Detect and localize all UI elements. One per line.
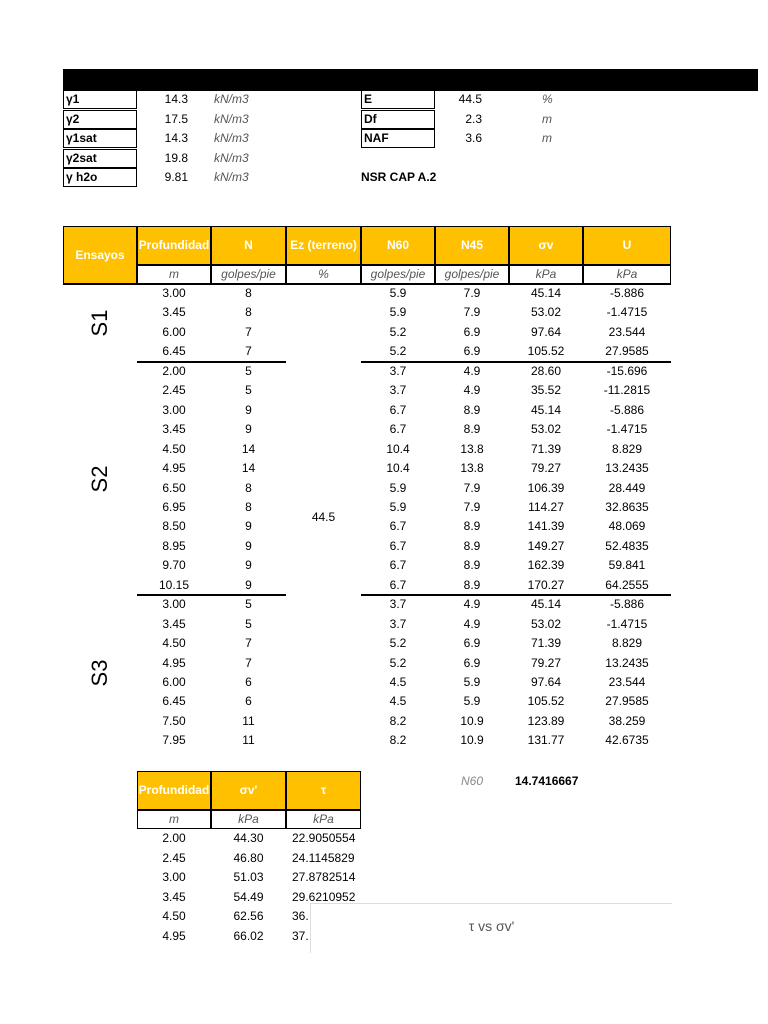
- table-cell: -5.886: [609, 402, 645, 417]
- table-cell: 6.7: [389, 577, 407, 592]
- param-label: γ1: [63, 90, 137, 109]
- table-cell: 4.50: [162, 909, 186, 923]
- table-cell: -5.886: [609, 597, 645, 612]
- param-unit: m: [542, 131, 552, 145]
- table-cell: 10.15: [158, 577, 190, 592]
- table-cell: 53.02: [530, 422, 562, 437]
- table-cell: 9: [245, 558, 252, 573]
- table-cell: 5.2: [389, 655, 407, 670]
- table-cell: 6.50: [162, 480, 186, 495]
- table-cell: 64.2555: [605, 577, 649, 592]
- table-cell: 4.5: [389, 675, 407, 689]
- table-cell: 4.95: [162, 655, 186, 670]
- header-profundidad: Profundidad: [137, 226, 211, 265]
- table-cell: 27.8782514: [292, 870, 356, 884]
- table-cell: 2.00: [162, 831, 186, 845]
- table-cell: 3.45: [162, 616, 186, 631]
- table-cell: 4.9: [463, 616, 481, 631]
- table-cell: 7.95: [162, 733, 186, 748]
- table-cell: 105.52: [527, 694, 565, 709]
- table-cell: 141.39: [527, 519, 565, 534]
- table-cell: 6.9: [463, 636, 481, 651]
- table-cell: 5.9: [389, 480, 407, 495]
- table-cell: 3.7: [389, 616, 407, 631]
- table-cell: 5: [245, 597, 252, 612]
- table-cell: 170.27: [527, 577, 565, 592]
- table-cell: 6.00: [162, 675, 186, 689]
- table-cell: 5.9: [389, 286, 407, 300]
- table-cell: 45.14: [530, 286, 562, 300]
- table-cell: 6.95: [162, 499, 186, 514]
- table-cell: -11.2815: [603, 383, 651, 398]
- param-value: 14.3: [164, 92, 188, 106]
- table-cell: 7.9: [463, 499, 481, 514]
- table-cell: 4.9: [463, 363, 481, 378]
- table-cell: 5.9: [463, 675, 481, 689]
- table-cell: 6.45: [162, 344, 186, 359]
- param-label: NAF: [361, 129, 435, 148]
- table-cell: 22.9050554: [292, 831, 356, 845]
- param-value: 17.5: [164, 111, 188, 126]
- header-ensayos: Ensayos: [63, 226, 137, 284]
- header-sigma-v: σv: [509, 226, 583, 265]
- header-n45: N45: [435, 226, 509, 265]
- param-unit: %: [542, 92, 553, 106]
- table-cell: 114.27: [528, 499, 564, 514]
- table-cell: 53.02: [530, 305, 562, 320]
- reference-label: NSR CAP A.2: [361, 170, 437, 184]
- table-cell: 105.52: [527, 344, 565, 359]
- table-cell: 10.4: [386, 441, 410, 456]
- table-cell: 8.50: [162, 519, 186, 534]
- table-cell: 106.39: [527, 480, 565, 495]
- n60-summary-value: 14.7416667: [515, 774, 579, 788]
- table-cell: 3.00: [162, 870, 186, 884]
- table-cell: -1.4715: [606, 616, 648, 631]
- t2-header-tau: τ: [286, 771, 361, 810]
- table-cell: 6.7: [389, 402, 407, 417]
- site-label-s3: S3: [87, 659, 112, 687]
- table-cell: 4.50: [162, 441, 186, 456]
- table-cell: 45.14: [530, 402, 562, 417]
- table-cell: 79.27: [530, 655, 562, 670]
- param-label: γ1sat: [63, 129, 137, 148]
- t2-unit-tau: kPa: [286, 810, 361, 829]
- t2-header-profundidad: Profundidad: [137, 771, 211, 810]
- table-cell: 28.449: [608, 480, 646, 495]
- unit-n: golpes/pie: [211, 265, 286, 284]
- param-label: Df: [361, 110, 435, 129]
- table-cell: 6.00: [162, 324, 186, 339]
- table-cell: 11: [242, 733, 255, 748]
- param-unit: m: [542, 111, 552, 126]
- table-cell: -15.696: [606, 363, 648, 378]
- table-cell: 8: [245, 499, 252, 514]
- table-cell: 5: [245, 616, 252, 631]
- table-cell: 46.80: [233, 850, 264, 865]
- header-bar: [63, 69, 758, 91]
- table-cell: 7: [245, 324, 252, 339]
- table-cell: 6.9: [463, 655, 481, 670]
- table-cell: 13.2435: [605, 461, 649, 476]
- table-cell: 4.50: [162, 636, 186, 651]
- table-cell: 7.9: [463, 286, 481, 300]
- param-unit: kN/m3: [214, 111, 249, 126]
- param-unit: kN/m3: [214, 150, 249, 165]
- table-cell: 42.6735: [605, 733, 649, 748]
- param-label: γ2sat: [63, 149, 137, 168]
- table-cell: 27.9585: [605, 344, 649, 359]
- table-cell: 8.2: [389, 733, 407, 748]
- table-cell: 9: [245, 577, 252, 592]
- table-cell: 8: [245, 305, 252, 320]
- table-cell: 5: [245, 363, 252, 378]
- table-cell: 9: [245, 538, 252, 553]
- param-unit: kN/m3: [214, 170, 249, 184]
- table-cell: 3.7: [389, 383, 407, 398]
- table-cell: 5.9: [389, 499, 407, 514]
- param-label: γ2: [63, 110, 137, 129]
- table-cell: 32.8635: [605, 499, 649, 514]
- table-cell: 7: [245, 655, 252, 670]
- table-cell: 5.9: [389, 305, 407, 320]
- table-cell: 6.7: [389, 422, 407, 437]
- t2-unit-sigma-v-eff: kPa: [211, 810, 286, 829]
- table-cell: 3.7: [389, 363, 407, 378]
- table-cell: 13.8: [460, 441, 484, 456]
- table-cell: 3.7: [389, 597, 407, 612]
- table-cell: 38.259: [608, 713, 646, 728]
- table-cell: 7.50: [162, 713, 186, 728]
- param-value: 9.81: [164, 170, 188, 184]
- table-cell: 8.2: [389, 713, 407, 728]
- site-label-s2: S2: [87, 465, 112, 493]
- table-cell: 3.00: [162, 597, 186, 612]
- table-cell: 62.56: [233, 909, 264, 923]
- param-value: 2.3: [465, 111, 482, 126]
- table-cell: 6: [245, 675, 252, 689]
- table-cell: 37.: [292, 928, 309, 943]
- table-cell: 27.9585: [605, 694, 649, 709]
- table-cell: 14: [241, 461, 256, 476]
- table-cell: 131.77: [527, 733, 565, 748]
- table-cell: 51.03: [233, 870, 264, 884]
- table-cell: 28.60: [530, 363, 562, 378]
- table-cell: 8.95: [162, 538, 186, 553]
- table-cell: 8.829: [611, 636, 643, 651]
- table-cell: 9: [245, 519, 252, 534]
- table-cell: 3.45: [162, 422, 186, 437]
- table-cell: 6: [245, 694, 252, 709]
- table-cell: 2.45: [162, 383, 186, 398]
- header-n60: N60: [361, 226, 435, 265]
- table-cell: 23.544: [608, 324, 646, 339]
- param-value: 19.8: [164, 150, 188, 165]
- chart-frame-top: [311, 903, 672, 904]
- param-value: 14.3: [164, 131, 188, 145]
- table-cell: 8: [245, 480, 252, 495]
- param-unit: kN/m3: [214, 131, 249, 145]
- table-cell: 3.45: [162, 889, 186, 904]
- table-cell: 6.7: [389, 519, 407, 534]
- n60-summary-label: N60: [461, 774, 484, 788]
- table-cell: 97.64: [530, 675, 562, 689]
- table-cell: 6.7: [389, 558, 407, 573]
- table-cell: 4.9: [463, 383, 481, 398]
- unit-sigma-v: kPa: [509, 265, 583, 284]
- table-cell: 6.9: [463, 324, 481, 339]
- table-cell: 52.4835: [605, 538, 649, 553]
- table-cell: 10.4: [386, 461, 410, 476]
- table-cell: 36.: [292, 909, 309, 923]
- table-cell: 7.9: [463, 480, 481, 495]
- table-cell: 45.14: [530, 597, 562, 612]
- table-cell: 48.069: [608, 519, 646, 534]
- table-cell: 54.49: [233, 889, 264, 904]
- table-cell: 123.89: [527, 713, 565, 728]
- table-cell: 11: [242, 713, 255, 728]
- table-cell: 35.52: [530, 383, 562, 398]
- table-cell: 2.00: [162, 363, 186, 378]
- header-u: U: [583, 226, 671, 265]
- param-value: 3.6: [465, 131, 482, 145]
- table-cell: -1.4715: [606, 422, 648, 437]
- t2-unit-profundidad: m: [137, 810, 211, 829]
- table-cell: 5.2: [389, 636, 407, 651]
- table-cell: 79.27: [530, 461, 562, 476]
- header-n: N: [211, 226, 286, 265]
- table-cell: 53.02: [530, 616, 562, 631]
- table-cell: 5.2: [389, 324, 407, 339]
- table-cell: 5.2: [389, 344, 407, 359]
- table-cell: 23.544: [608, 675, 646, 689]
- table-cell: 66.02: [233, 928, 264, 943]
- table-cell: 44.30: [233, 831, 264, 845]
- param-label: E: [361, 90, 435, 109]
- table-cell: 8.9: [463, 519, 481, 534]
- table-cell: 29.6210952: [292, 889, 356, 904]
- table-cell: 4.95: [162, 461, 186, 476]
- table-cell: 5.9: [463, 694, 481, 709]
- table-cell: 6.7: [389, 538, 407, 553]
- chart-title: τ vs σv': [468, 918, 515, 934]
- table-cell: 8.9: [463, 402, 481, 417]
- table-cell: 4.95: [162, 928, 186, 943]
- table-cell: 9: [245, 402, 252, 417]
- table-cell: 8.829: [611, 441, 643, 456]
- unit-n45: golpes/pie: [435, 265, 509, 284]
- table-cell: 7: [245, 344, 252, 359]
- unit-n60: golpes/pie: [361, 265, 435, 284]
- unit-profundidad: m: [137, 265, 211, 284]
- table-cell: 71.39: [530, 441, 562, 456]
- table-cell: 97.64: [530, 324, 562, 339]
- table-cell: 7.9: [463, 305, 481, 320]
- table-cell: 9.70: [162, 558, 186, 573]
- table-cell: 8.9: [463, 538, 481, 553]
- table-cell: 2.45: [162, 850, 186, 865]
- table-cell: 8.9: [463, 422, 481, 437]
- header-ez: Ez (terreno): [286, 226, 361, 265]
- table-cell: 8: [245, 286, 252, 300]
- table-cell: 3.00: [162, 286, 186, 300]
- unit-ez: %: [286, 265, 361, 284]
- table-cell: 24.1145829: [292, 850, 355, 865]
- table-cell: 5: [245, 383, 252, 398]
- table-cell: 71.39: [530, 636, 562, 651]
- param-unit: kN/m3: [214, 92, 249, 106]
- table-cell: 8.9: [463, 558, 481, 573]
- param-value: 44.5: [458, 92, 482, 106]
- table-cell: 13.8: [460, 461, 484, 476]
- table-cell: 7: [245, 636, 252, 651]
- table-cell: 149.27: [527, 538, 565, 553]
- unit-u: kPa: [583, 265, 671, 284]
- param-label: γ h2o: [63, 168, 137, 187]
- table-cell: 14: [241, 441, 256, 456]
- site-label-s1: S1: [87, 309, 112, 337]
- table-cell: 6.45: [162, 694, 186, 709]
- table-cell: 9: [245, 422, 252, 437]
- table-cell: 4.9: [463, 597, 481, 612]
- table-cell: 162.39: [527, 558, 565, 573]
- table-cell: -1.4715: [606, 305, 648, 320]
- table-cell: 10.9: [460, 713, 484, 728]
- table-cell: 13.2435: [605, 655, 649, 670]
- table-cell: 6.9: [463, 344, 481, 359]
- table-cell: 59.841: [608, 558, 646, 573]
- table-cell: -5.886: [609, 286, 645, 300]
- table-cell: 8.9: [463, 577, 481, 592]
- t2-header-sigma-v-eff: σv': [211, 771, 286, 810]
- table-cell: 3.45: [162, 305, 186, 320]
- table-cell: 4.5: [389, 694, 407, 709]
- table-cell: 10.9: [460, 733, 484, 748]
- ez-value: 44.5: [311, 510, 336, 524]
- table-cell: 3.00: [162, 402, 186, 417]
